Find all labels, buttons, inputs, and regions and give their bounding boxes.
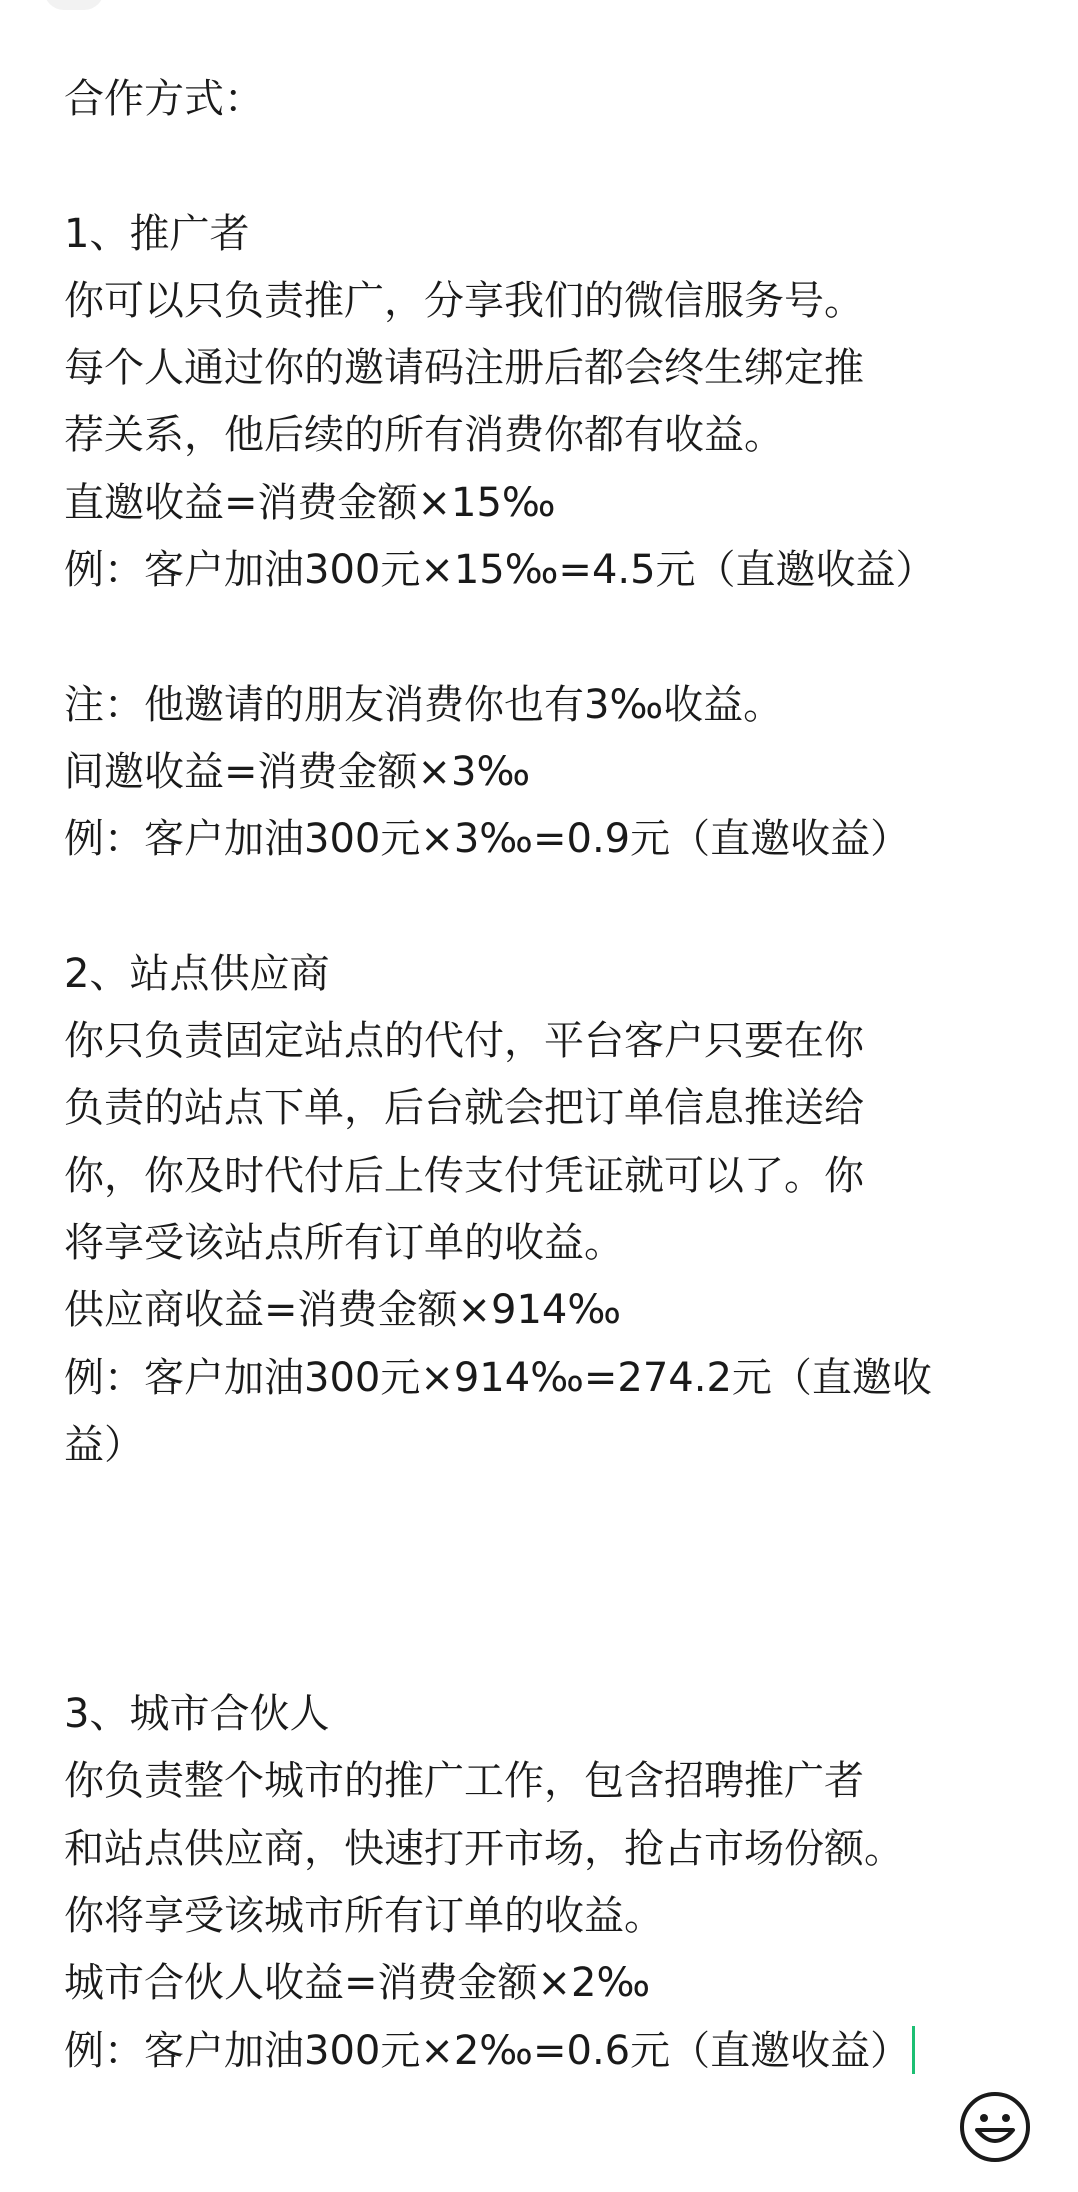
text-line: 每个人通过你的邀请码注册后都会终生绑定推 xyxy=(64,345,864,392)
text-line: 例：客户加油300元×914‰=274.2元（直邀收 xyxy=(64,1354,932,1401)
blank-line xyxy=(64,604,1024,671)
text-line: 间邀收益=消费金额×3‰ xyxy=(64,748,531,795)
text-editor[interactable] xyxy=(64,66,1024,2085)
text-line: 注：他邀请的朋友消费你也有3‰收益。 xyxy=(64,681,784,728)
text-line: 你只负责固定站点的代付，平台客户只要在你 xyxy=(64,1018,864,1065)
text-line: 3、城市合伙人 xyxy=(64,1691,330,1738)
emoji-button[interactable] xyxy=(958,2090,1032,2164)
text-line: 负责的站点下单，后台就会把订单信息推送给 xyxy=(64,1085,864,1132)
blank-line xyxy=(64,1479,1024,1546)
blank-line xyxy=(64,133,1024,200)
text-line: 1、推广者 xyxy=(64,210,250,257)
text-line: 和站点供应商，快速打开市场，抢占市场份额。 xyxy=(64,1825,904,1872)
text-line: 例：客户加油300元×15‰=4.5元（直邀收益） xyxy=(64,547,936,594)
text-line-content: 例：客户加油300元×2‰=0.6元（直邀收益） xyxy=(64,2027,911,2074)
last-text-line xyxy=(64,2018,1024,2085)
text-line: 2、站点供应商 xyxy=(64,950,330,997)
text-caret xyxy=(912,2026,915,2074)
smiley-face-icon xyxy=(958,2090,1032,2164)
text-line: 你，你及时代付后上传支付凭证就可以了。你 xyxy=(64,1152,864,1199)
top-pill-button[interactable] xyxy=(44,0,104,10)
blank-line xyxy=(64,1547,1024,1614)
text-line: 益） xyxy=(64,1421,144,1468)
text-line: 合作方式： xyxy=(64,76,264,122)
blank-line xyxy=(64,1614,1024,1681)
text-line: 直邀收益=消费金额×15‰ xyxy=(64,479,556,526)
text-line: 例：客户加油300元×3‰=0.9元（直邀收益） xyxy=(64,816,911,863)
text-line: 将享受该站点所有订单的收益。 xyxy=(64,1220,624,1267)
text-line: 供应商收益=消费金额×914‰ xyxy=(64,1287,622,1334)
text-line: 你负责整个城市的推广工作，包含招聘推广者 xyxy=(64,1758,864,1805)
text-line: 荐关系，他后续的所有消费你都有收益。 xyxy=(64,412,784,459)
text-line: 你可以只负责推广，分享我们的微信服务号。 xyxy=(64,277,864,324)
text-line: 你将享受该城市所有订单的收益。 xyxy=(64,1893,664,1940)
text-line: 城市合伙人收益=消费金额×2‰ xyxy=(64,1960,651,2007)
blank-line xyxy=(64,874,1024,941)
